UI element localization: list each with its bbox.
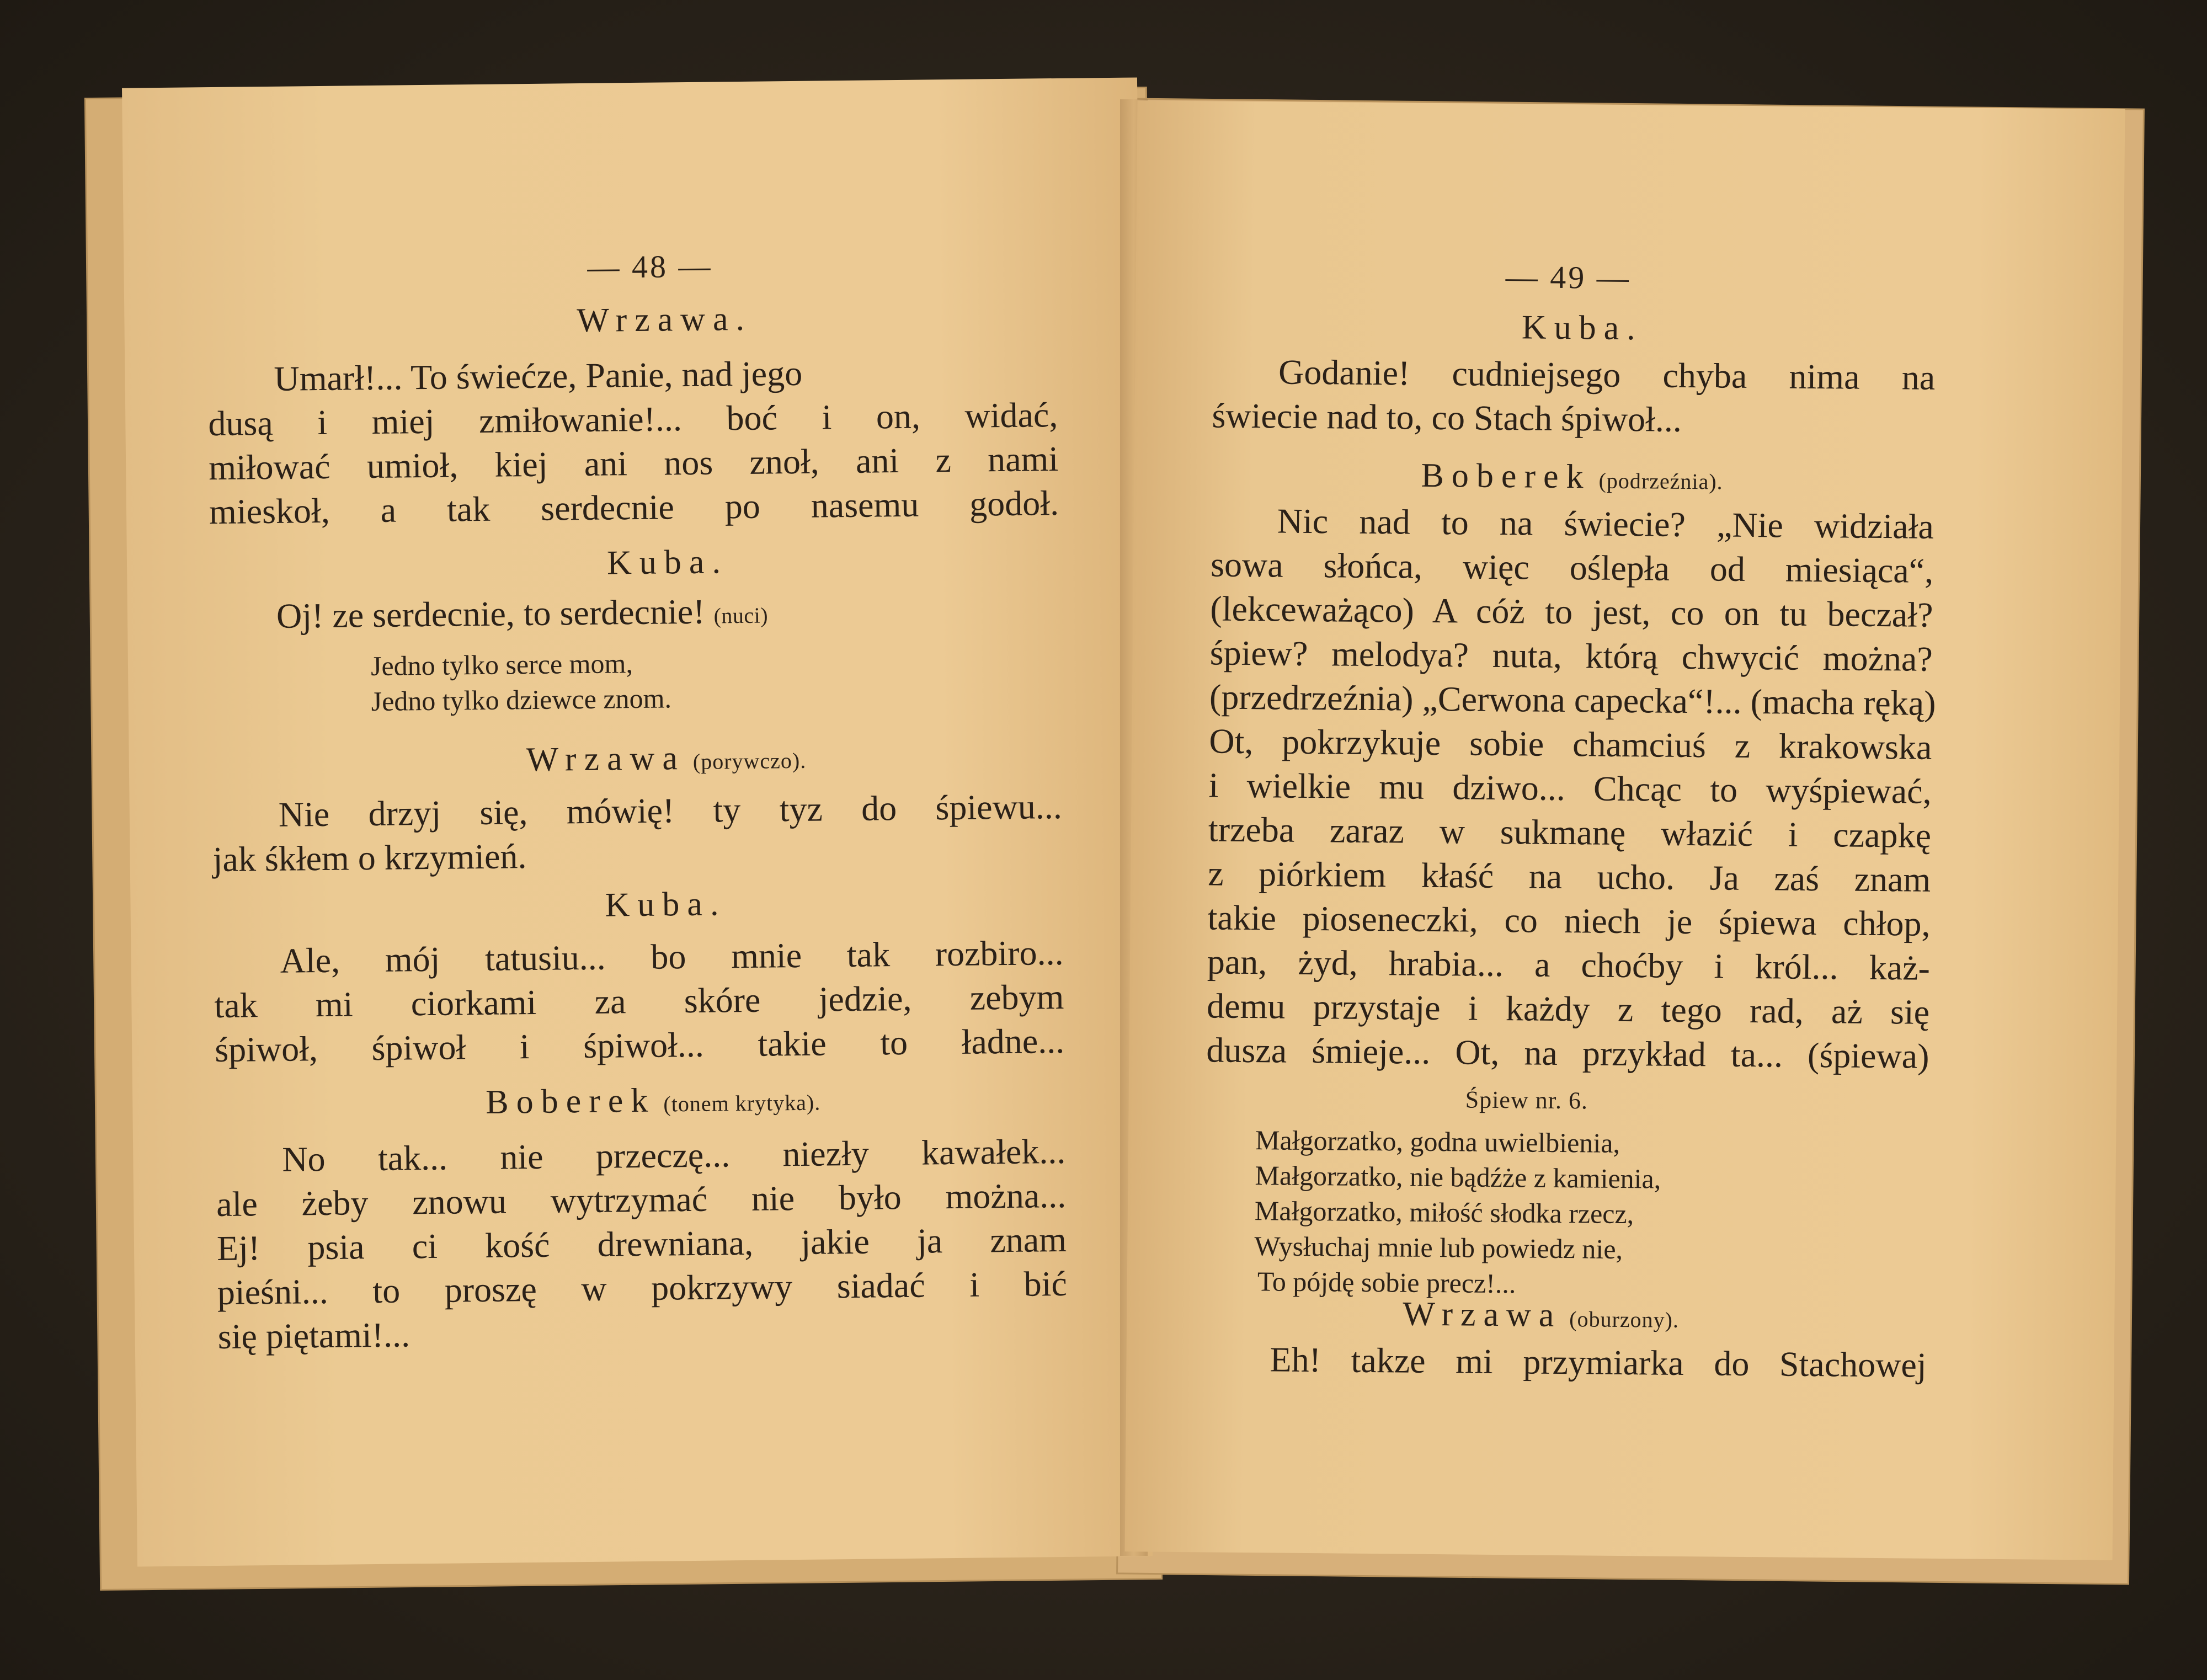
speech-line: tak mi ciorkami za skóre jedzie, zebym [214,977,1064,1026]
speaker-label: Wrzawa. [577,300,753,340]
speech-line: śpiew? melodya? nuta, którą chwycić można? [1209,633,1933,679]
speech-line: z piórkiem kłaść na ucho. Ja zaś znam [1207,854,1931,899]
speaker-name [605,884,727,925]
verse-line: Wysłuchaj mnie lub powiedz nie, [1254,1230,1623,1265]
speech-line: sowa słońca, więc oślepła od miesiąca“, [1210,545,1934,590]
speech-line: śpiwoł, śpiwoł i śpiwoł... takie to ładne... [214,1021,1065,1070]
speaker-name [1403,1295,1679,1336]
speech-paragraph [1206,498,1934,1078]
verse-line: Jedno tylko dziewce znom. [371,682,672,717]
song-title: Śpiew nr. 6. [1465,1086,1588,1114]
speech-line: No tak... nie przeczę... niezły kawałek... [281,1131,1066,1179]
speaker-label: Boberek [485,1081,656,1121]
verse-line: Małgorzatko, godna uwielbienia, [1255,1124,1620,1159]
speech-line: i wielkie mu dziwo... Chcąc to wyśpiewać, [1208,765,1932,811]
speech-line: jak śkłem o krzymień. [212,836,527,879]
speaker-label: Kuba. [605,885,727,924]
speech-paragraph [214,931,1064,1072]
verse-line: Jedno tylko serce mom, [370,648,633,682]
speech-paragraph [212,785,1063,882]
speaker-name [1522,308,1643,348]
page-number: — 48 — [587,248,713,285]
speech-line: Godanie! cudniejsego chyba nima na [1278,352,1936,397]
speech-line: Nie drzyj się, mówię! ty tyz do śpiewu... [278,786,1063,834]
speech-line: Nic nad to na świecie? „Nie widziała [1277,501,1934,546]
speaker-label: Kuba. [1521,308,1644,348]
speaker-label: Kuba. [606,543,729,582]
speech-line: ale żeby znowu wytrzymać nie było można... [216,1175,1067,1224]
speech-line: Ej! psia ci kość drewniana, jakie ja znam [216,1219,1067,1268]
speech-line [276,589,769,642]
speaker-name [607,542,729,583]
speaker-label: Boberek [1421,456,1591,496]
speech-line: świecie nad to, co Stach śpiwoł... [1212,396,1682,439]
speech-line: Eh! takze mi przymiarka do Stachowej [1270,1340,1927,1385]
speech-line: pieśni... to proszę w pokrzywy siadać i bić [217,1263,1068,1313]
speech-line: się piętami!... [217,1315,411,1357]
speech-paragraph [1212,349,1935,444]
verse-line: To pójdę sobie precz!... [1257,1266,1516,1299]
stage-direction: (nuci) [713,602,769,628]
song-verse [1254,1122,1662,1302]
speech-line: Ale, mój tatusiu... bo mnie tak rozbiro... [280,932,1064,980]
stage-direction: (podrzeźnia). [1598,468,1723,494]
speech-paragraph [207,349,1059,534]
song-verse [371,645,672,719]
speech-line: miłować umioł, kiej ani nos znoł, ani z nami [208,439,1059,488]
speech-paragraph [216,1129,1068,1359]
speaker-name [1421,456,1723,498]
speech-line: Ot, pokrzykuje sobie chamciuś z krakowska [1209,721,1932,767]
verse-line: Małgorzatko, miłość słodka rzecz, [1254,1195,1634,1230]
speaker-label: Wrzawa [526,739,686,779]
speaker-name [526,738,806,780]
page-number: — 49 — [1505,259,1632,296]
stage-direction: (tonem krytyka). [663,1090,821,1117]
speaker-label: Wrzawa [1403,1295,1562,1335]
left-page [122,77,1153,1566]
speech-line: Umarł!... To świećze, Panie, nad jego [274,353,803,398]
speech-line: trzeba zaraz w sukmanę włazić i czapkę [1208,809,1932,855]
speech-paragraph [1203,1337,1927,1387]
speech-line: takie pioseneczki, co niech je śpiewa chłop, [1207,898,1931,943]
speech-line: (przedrzeźnia) „Cerwona capecka“!... (macha ręką) [1209,677,1936,723]
speech-line: pan, żyd, hrabia... a choćby i król... każ- [1207,942,1931,988]
stage-direction: (porywczo). [692,748,807,774]
speech-line: dusza śmieje... Ot, na przykład ta... (śpiewa) [1206,1030,1929,1076]
speech-line: demu przystaje i każdy z tego rad, aż się [1206,986,1930,1032]
speech-line: dusą i miej zmiłowanie!... boć i on, widać, [208,394,1058,444]
right-page [1125,100,2125,1560]
speech-line: (lekceważąco) A cóż to jest, co on tu beczał? [1210,589,1933,634]
stage-direction: (oburzony). [1569,1306,1680,1332]
verse-line: Małgorzatko, nie bądźże z kamienia, [1255,1160,1661,1194]
speech-text: Oj! ze serdecnie, to serdecnie! [276,591,705,636]
speaker-name [486,1080,821,1122]
speech-line: mieskoł, a tak serdecnie po nasemu godoł. [209,483,1059,532]
speaker-name [577,300,752,340]
speech-paragraph [276,589,769,642]
